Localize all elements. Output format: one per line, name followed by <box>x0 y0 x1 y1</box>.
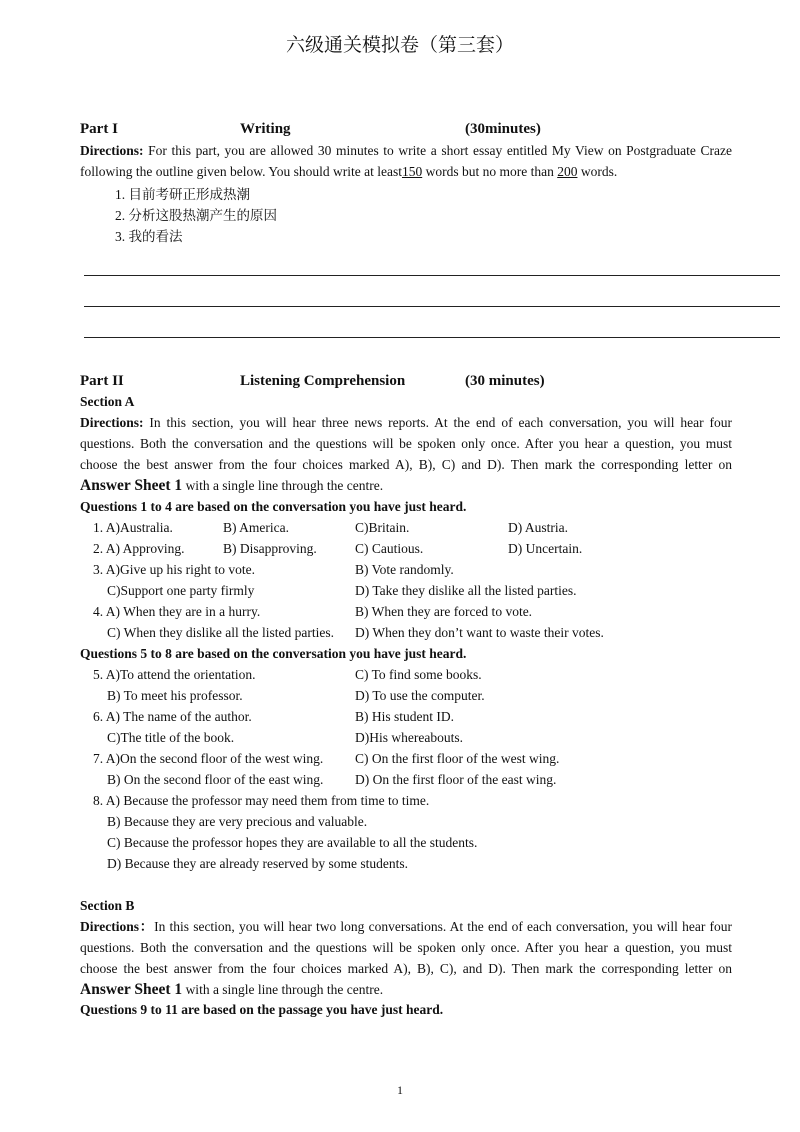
answer-sheet-label: Answer Sheet 1 <box>80 981 183 998</box>
question-4-option-c: C) When they dislike all the listed parties. <box>107 625 334 640</box>
question-6-option-b: B) His student ID. <box>355 709 454 724</box>
question-group-heading: Questions 1 to 4 are based on the conversation you have just heard. <box>80 499 467 514</box>
question-7-option-b: B) On the second floor of the east wing. <box>107 772 324 787</box>
question-6-option-c: C)The title of the book. <box>107 730 235 745</box>
question-2-option-c: C) Cautious. <box>355 541 424 556</box>
outline-item: 3. 我的看法 <box>115 229 183 244</box>
question-6-option-a: 6. A) The name of the author. <box>93 709 252 724</box>
part2-name: Listening Comprehension <box>240 373 406 389</box>
section-a-directions: Directions: In this section, you will hear three news reports. At the end of each conversation, you will hear four questions. Both the conversation and the questions will be spoken only once. After you hear a question, you must choose the best answer from the four choices marked A), B), C) and D). Then mark the corresponding letter on Answer Sheet 1 with a single line through the centre. <box>80 415 732 494</box>
question-2-option-a: 2. A) Approving. <box>93 541 185 556</box>
max-words: 200 <box>557 164 578 179</box>
section-b-directions: Directions：In this section, you will hear two long conversations. At the end of each conversation, you will hear four questions. Both the conversation and the questions will be spoken only once. After you hear a question, you must choose the best answer from the four choices marked A), B), C), and D). Then mark the corresponding letter on Answer Sheet 1 with a single line through the centre. <box>80 919 732 998</box>
writing-line <box>84 275 780 276</box>
question-4-option-a: 4. A) When they are in a hurry. <box>93 604 261 619</box>
question-2-option-d: D) Uncertain. <box>508 541 583 556</box>
question-group-heading: Questions 5 to 8 are based on the conversation you have just heard. <box>80 646 467 661</box>
part1-directions: Directions: For this part, you are allowed 30 minutes to write a short essay entitled My View on Postgraduate Craze following the outline given below. You should write at least150 words but no more than 200 words. <box>80 143 732 179</box>
question-7-option-d: D) On the first floor of the east wing. <box>355 772 557 787</box>
question-8-option-d: D) Because they are already reserved by some students. <box>107 856 409 871</box>
page-title: 六级通关模拟卷（第三套） <box>285 35 514 56</box>
question-7-option-c: C) On the first floor of the west wing. <box>355 751 560 766</box>
page-number: 1 <box>397 1083 403 1097</box>
part1-label: Part I <box>80 121 118 137</box>
question-1-option-d: D) Austria. <box>508 520 568 535</box>
directions-label: Directions: <box>80 143 144 158</box>
question-3-option-d: D) Take they dislike all the listed parties. <box>355 583 577 598</box>
writing-line <box>84 306 780 307</box>
question-1-option-c: C)Britain. <box>355 520 410 535</box>
section-b-heading: Section B <box>80 898 135 913</box>
part1-time: (30minutes) <box>465 121 541 137</box>
question-8-option-c: C) Because the professor hopes they are available to all the students. <box>107 835 478 850</box>
question-5-option-b: B) To meet his professor. <box>107 688 243 703</box>
outline-item: 1. 目前考研正形成热潮 <box>115 187 250 202</box>
question-group-heading: Questions 9 to 11 are based on the passage you have just heard. <box>80 1002 444 1017</box>
question-3-option-a: 3. A)Give up his right to vote. <box>93 562 255 577</box>
question-3-option-b: B) Vote randomly. <box>355 562 454 577</box>
section-a-heading: Section A <box>80 394 135 409</box>
question-5-option-a: 5. A)To attend the orientation. <box>93 667 256 682</box>
question-5-option-c: C) To find some books. <box>355 667 482 682</box>
question-7-option-a: 7. A)On the second floor of the west wing. <box>93 751 324 766</box>
question-8-option-b: B) Because they are very precious and valuable. <box>107 814 368 829</box>
question-4-option-d: D) When they don’t want to waste their votes. <box>355 625 604 640</box>
part2-time: (30 minutes) <box>465 373 545 389</box>
question-1-option-b: B) America. <box>223 520 289 535</box>
question-4-option-b: B) When they are forced to vote. <box>355 604 533 619</box>
outline-item: 2. 分析这股热潮产生的原因 <box>115 208 277 223</box>
question-5-option-d: D) To use the computer. <box>355 688 485 703</box>
min-words: 150 <box>401 164 423 179</box>
question-6-option-d: D)His whereabouts. <box>355 730 463 745</box>
question-1-option-a: 1. A)Australia. <box>93 520 173 535</box>
part2-label: Part II <box>80 373 124 389</box>
answer-sheet-label: Answer Sheet 1 <box>80 477 183 494</box>
question-8-option-a: 8. A) Because the professor may need them from time to time. <box>93 793 430 808</box>
question-3-option-c: C)Support one party firmly <box>107 583 255 598</box>
writing-line <box>84 337 780 338</box>
part1-name: Writing <box>240 121 291 137</box>
question-2-option-b: B) Disapproving. <box>223 541 317 556</box>
